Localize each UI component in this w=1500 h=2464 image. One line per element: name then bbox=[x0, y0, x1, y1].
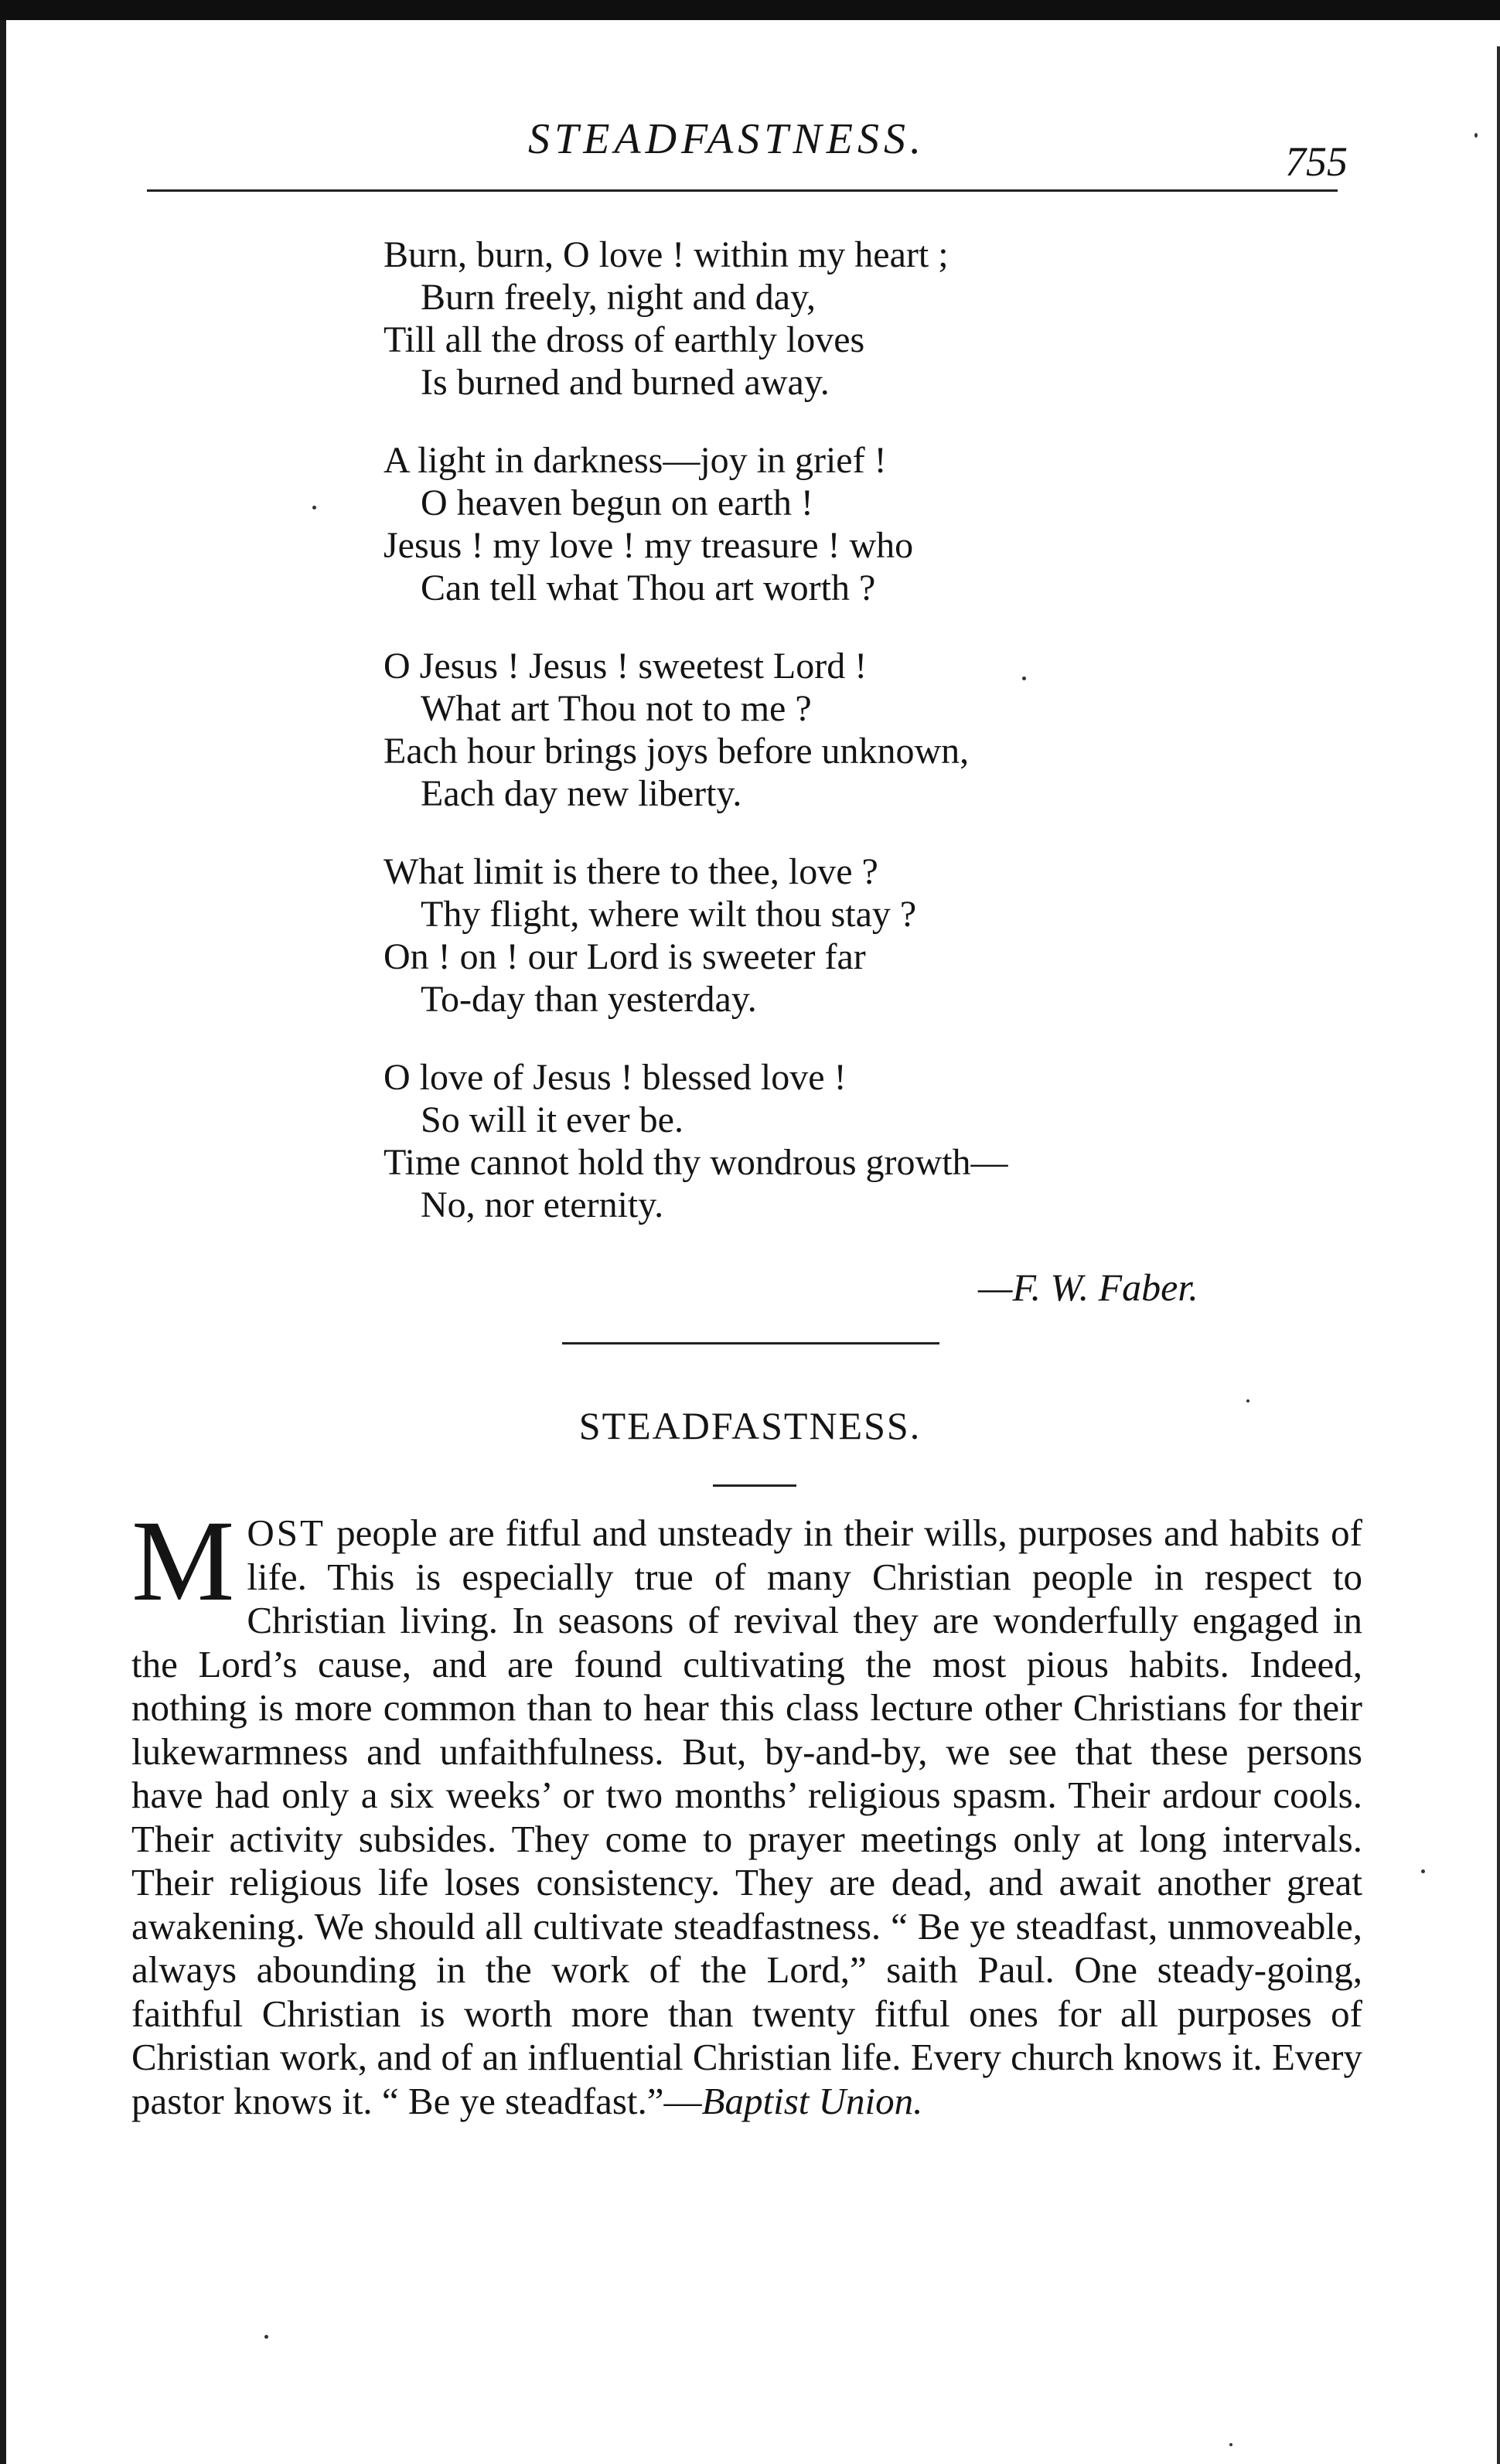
article-text: people are fitful and unsteady in their wills, purposes and habits of life. This is especially true of many Christian people in respect to Christian living. In seasons of revival they are wonderfully engaged in the Lord’s cause, and are found cultivating the most pious habits. Indeed, nothing is more common than to hear this class lecture other Christians for their lukewarmness and unfaithfulness. But, by-and-by, we see that these persons have had only a six weeks’ or two months’ religious spasm. Their ardour cools. Their activity subsides. They come to prayer meetings only at long intervals. Their religious life loses consistency. They are dead, and await another great awakening. We should all cultivate steadfastness. “ Be ye steadfast, unmoveable, always abounding in the work of the Lord,” saith Paul. One steady-going, faithful Christian is worth more than twenty fitful ones for all purposes of Christian work, and of an influential Christian life. Every church knows it. Every pastor knows it. “ Be ye steadfast.”— bbox=[131, 1511, 1362, 2122]
first-word: OST bbox=[247, 1511, 326, 1554]
poem-line: On ! on ! our Lord is sweeter far bbox=[384, 936, 866, 977]
section-divider bbox=[562, 1342, 939, 1344]
poem-line: What art Thou not to me ? bbox=[421, 688, 812, 729]
poem-line: What limit is there to thee, love ? bbox=[384, 851, 878, 892]
poem-line: So will it ever be. bbox=[421, 1099, 684, 1140]
scan-left-border bbox=[0, 20, 6, 2464]
poem-line: Jesus ! my love ! my treasure ! who bbox=[384, 525, 914, 566]
header-rule bbox=[147, 189, 1338, 192]
poem-stanza bbox=[384, 850, 1311, 1021]
scan-top-border bbox=[0, 0, 1500, 20]
poem-stanza bbox=[384, 645, 1311, 815]
poem-line: Can tell what Thou art worth ? bbox=[421, 567, 876, 608]
title-rule bbox=[713, 1484, 796, 1487]
poem-line: To-day than yesterday. bbox=[421, 979, 757, 1020]
drop-cap: M bbox=[131, 1497, 235, 1625]
article-title: STEADFASTNESS. bbox=[578, 1404, 922, 1447]
poem bbox=[384, 233, 1311, 1262]
poem-attribution: —F. W. Faber. bbox=[978, 1266, 1198, 1309]
poem-line: O love of Jesus ! blessed love ! bbox=[384, 1057, 847, 1098]
poem-line: Burn freely, night and day, bbox=[421, 277, 816, 318]
poem-line: Till all the dross of earthly loves bbox=[384, 319, 865, 360]
poem-stanza bbox=[384, 439, 1311, 609]
poem-line: O heaven begun on earth ! bbox=[421, 482, 813, 523]
poem-stanza bbox=[384, 233, 1311, 404]
page-number: 755 bbox=[1285, 138, 1348, 185]
poem-line: O Jesus ! Jesus ! sweetest Lord ! bbox=[384, 646, 868, 687]
poem-line: Each day new liberty. bbox=[421, 773, 742, 814]
poem-line: No, nor eternity. bbox=[421, 1184, 664, 1225]
article-source: Baptist Union. bbox=[701, 2079, 923, 2122]
article-body bbox=[131, 1497, 1362, 2123]
scan-right-border bbox=[1497, 46, 1500, 2464]
poem-line: Thy flight, where wilt thou stay ? bbox=[421, 894, 917, 935]
poem-line: Burn, burn, O love ! within my heart ; bbox=[384, 234, 949, 275]
poem-line: A light in darkness—joy in grief ! bbox=[384, 440, 887, 481]
poem-line: Is burned and burned away. bbox=[421, 362, 830, 403]
poem-line: Time cannot hold thy wondrous growth— bbox=[384, 1142, 1008, 1183]
running-title: STEADFASTNESS. bbox=[528, 115, 926, 163]
poem-line: Each hour brings joys before unknown, bbox=[384, 731, 970, 772]
poem-stanza bbox=[384, 1056, 1311, 1226]
